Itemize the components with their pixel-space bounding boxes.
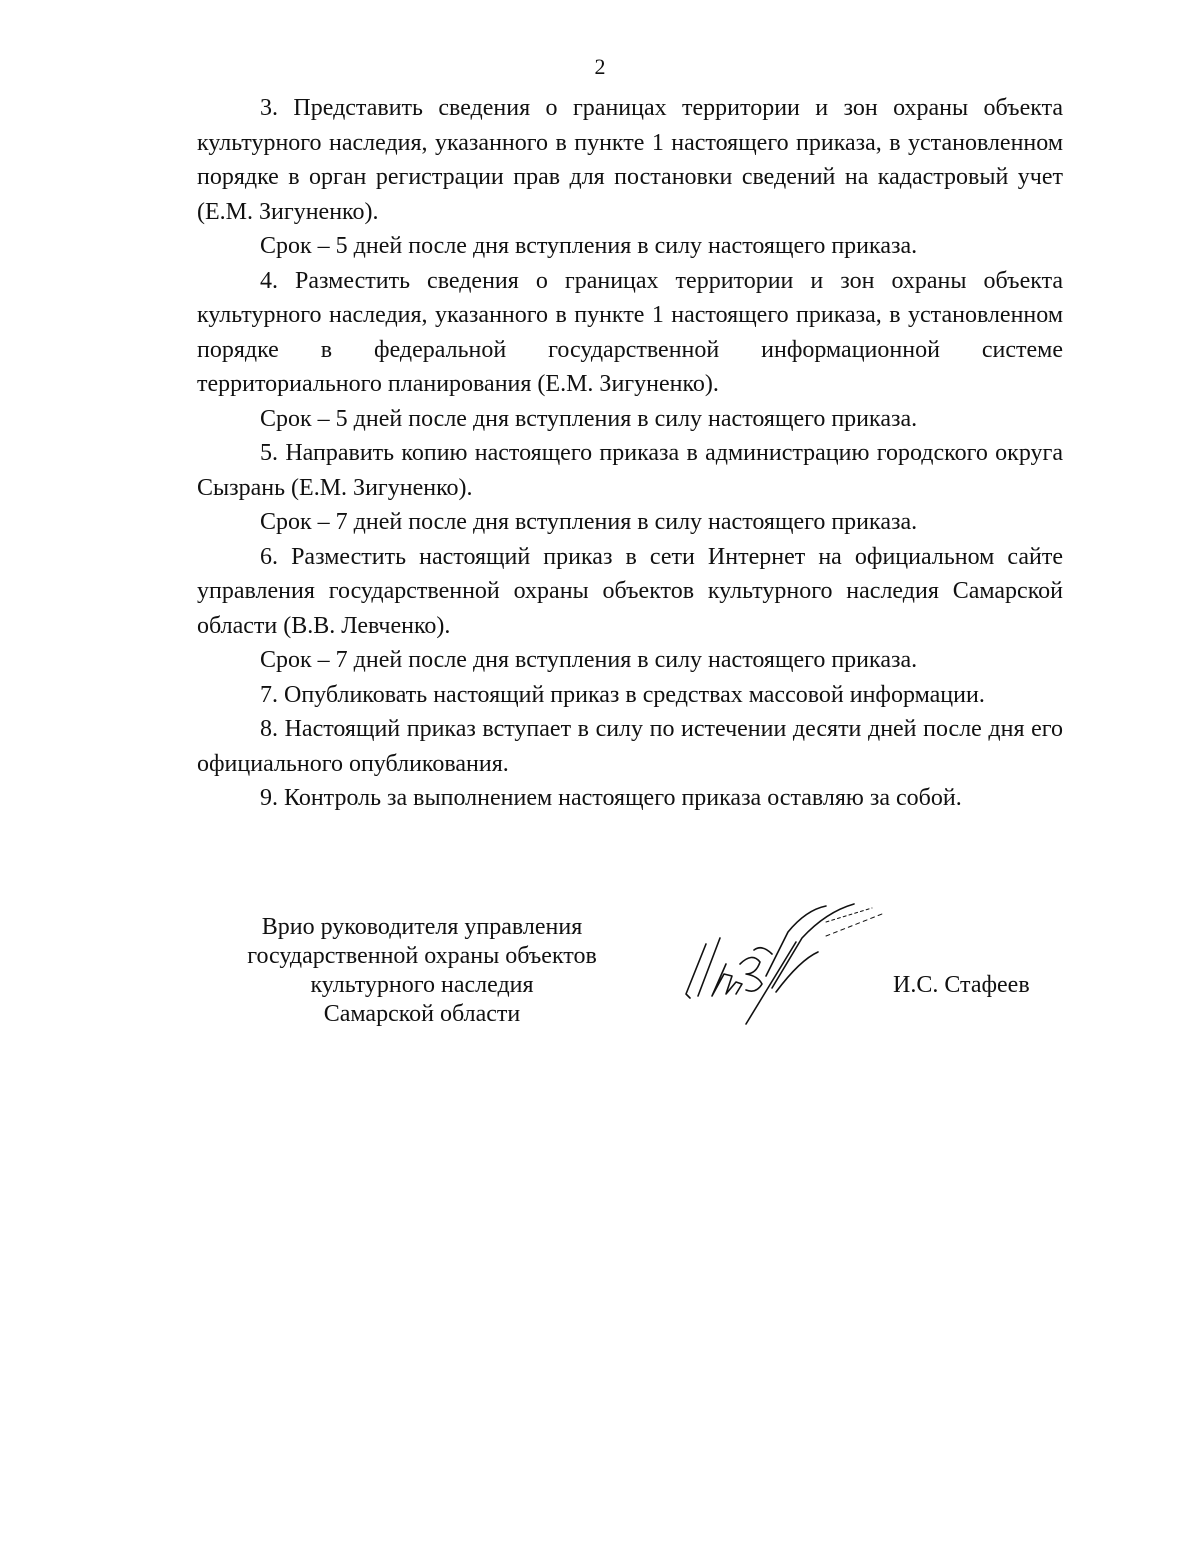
order-paragraph: 3. Представить сведения о границах территории и зон охраны объекта культурного наследия, указанного в пункте 1 настоящего приказа, в установленном порядке в орган регистрации прав для постановки сведений на кадастровый учет (Е.М. Зигуненко). <box>197 95 1063 225</box>
order-body <box>197 91 1063 816</box>
order-paragraph: Срок – 7 дней после дня вступления в силу настоящего приказа. <box>260 647 918 673</box>
signatory-name: И.С. Стафеев <box>893 972 1030 998</box>
order-paragraph: Срок – 7 дней после дня вступления в силу настоящего приказа. <box>260 509 918 535</box>
page-number: 2 <box>594 54 606 79</box>
signatory-position-line: Врио руководителя управления <box>261 914 583 940</box>
order-paragraph: Срок – 5 дней после дня вступления в силу настоящего приказа. <box>260 233 918 259</box>
order-paragraph: 8. Настоящий приказ вступает в силу по истечении десяти дней после дня его официального опубликования. <box>197 716 1063 777</box>
order-paragraph: Срок – 5 дней после дня вступления в силу настоящего приказа. <box>260 405 918 432</box>
handwritten-signature <box>676 902 896 1027</box>
order-paragraph: 5. Направить копию настоящего приказа в администрацию городского округа Сызрань (Е.М. Зигуненко). <box>197 440 1063 501</box>
order-paragraph: 4. Разместить сведения о границах территории и зон охраны объекта культурного наследия, указанного в пункте 1 настоящего приказа, в установленном порядке в федеральной государственной информационной системе территориального планирования (Е.М. Зигуненко). <box>197 267 1063 397</box>
order-paragraph: 7. Опубликовать настоящий приказ в средствах массовой информации. <box>260 681 985 708</box>
signatory-position-line: культурного наследия <box>310 972 534 998</box>
signatory-position-line: государственной охраны объектов <box>247 943 597 969</box>
order-paragraph: 9. Контроль за выполнением настоящего приказа оставляю за собой. <box>260 785 962 811</box>
signatory-position-line: Самарской области <box>323 1001 521 1027</box>
order-paragraph: 6. Разместить настоящий приказ в сети Интернет на официальном сайте управления государственной охраны объектов культурного наследия Самарской области (В.В. Левченко). <box>197 543 1063 639</box>
signatory-position <box>212 913 632 1029</box>
